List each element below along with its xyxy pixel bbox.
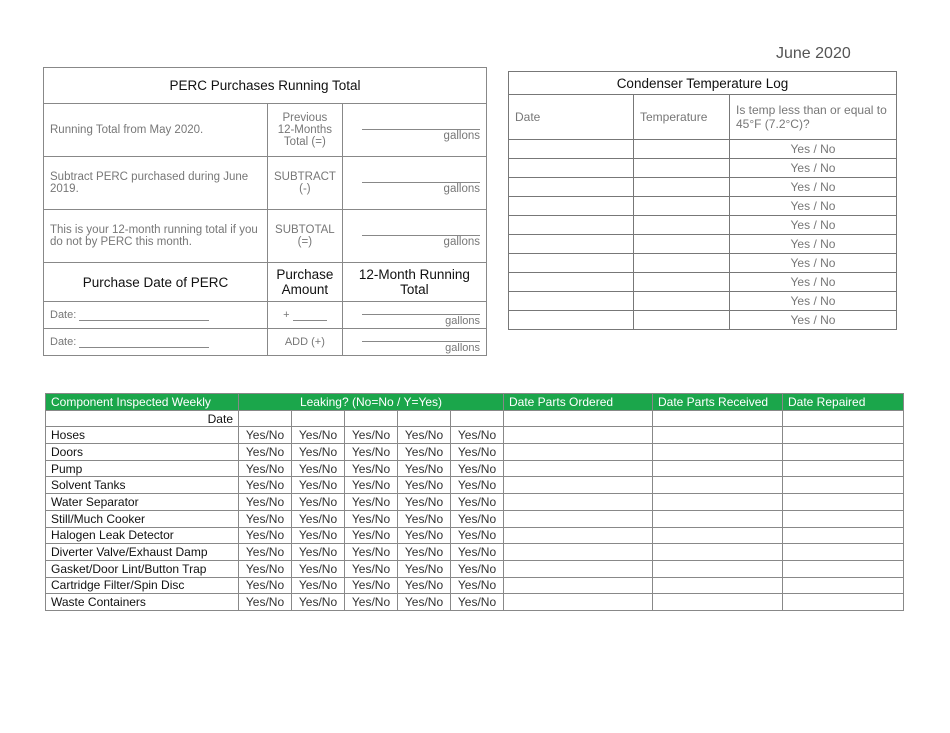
component-name: Diverter Valve/Exhaust Damp — [46, 544, 239, 561]
leaking-yes-no-cell[interactable]: Yes/No — [345, 510, 398, 527]
parts-ordered-cell[interactable] — [504, 460, 653, 477]
repaired-cell[interactable] — [783, 494, 904, 511]
parts-ordered-cell[interactable] — [504, 577, 653, 594]
parts-received-cell[interactable] — [653, 560, 783, 577]
repaired-cell[interactable] — [783, 477, 904, 494]
perc-row — [44, 104, 487, 157]
inspection-date-cell[interactable] — [345, 410, 398, 427]
component-row — [46, 560, 904, 577]
date-row-label: Date — [46, 410, 239, 427]
leaking-yes-no-cell[interactable]: Yes/No — [398, 510, 451, 527]
leaking-yes-no-cell[interactable]: Yes/No — [398, 477, 451, 494]
leaking-yes-no-cell[interactable]: Yes/No — [345, 460, 398, 477]
repaired-cell[interactable] — [783, 527, 904, 544]
date-cell[interactable] — [509, 235, 634, 254]
running-total-header: 12-Month Running Total — [342, 263, 486, 302]
parts-received-cell[interactable] — [653, 577, 783, 594]
leaking-yes-no-cell[interactable]: Yes/No — [398, 527, 451, 544]
leaking-yes-no-cell[interactable]: Yes/No — [451, 427, 504, 444]
temperature-cell[interactable] — [634, 197, 730, 216]
leaking-yes-no-cell[interactable]: Yes/No — [398, 460, 451, 477]
leaking-yes-no-cell[interactable]: Yes/No — [398, 494, 451, 511]
leaking-yes-no-cell[interactable]: Yes/No — [239, 594, 292, 611]
inspection-date-cell[interactable] — [292, 410, 345, 427]
leaking-yes-no-cell[interactable]: Yes/No — [239, 527, 292, 544]
parts-received-cell[interactable] — [653, 494, 783, 511]
repaired-cell[interactable] — [783, 594, 904, 611]
leaking-yes-no-cell[interactable]: Yes/No — [345, 477, 398, 494]
leaking-yes-no-cell[interactable]: Yes/No — [292, 477, 345, 494]
component-row — [46, 427, 904, 444]
perc-row — [44, 157, 487, 210]
repaired-column-header: Date Repaired — [783, 394, 904, 411]
leaking-yes-no-cell[interactable]: Yes/No — [239, 494, 292, 511]
gallons-field[interactable] — [342, 104, 486, 157]
gallons-field[interactable] — [342, 302, 486, 329]
date-cell[interactable] — [509, 292, 634, 311]
gallons-field[interactable] — [342, 210, 486, 263]
perc-row-label: Running Total from May 2020. — [44, 104, 268, 157]
leaking-yes-no-cell[interactable]: Yes/No — [239, 510, 292, 527]
leaking-yes-no-cell[interactable]: Yes/No — [292, 560, 345, 577]
temperature-cell[interactable] — [634, 140, 730, 159]
leaking-yes-no-cell[interactable]: Yes/No — [292, 494, 345, 511]
parts-ordered-column-header: Date Parts Ordered — [504, 394, 653, 411]
gallons-unit: gallons — [445, 315, 480, 327]
gallons-unit: gallons — [443, 130, 480, 142]
leaking-yes-no-cell[interactable]: Yes/No — [345, 577, 398, 594]
date-cell[interactable] — [509, 273, 634, 292]
component-row — [46, 577, 904, 594]
log-row — [509, 235, 897, 254]
component-row — [46, 494, 904, 511]
parts-ordered-cell[interactable] — [504, 410, 653, 427]
leaking-yes-no-cell[interactable]: Yes/No — [292, 544, 345, 561]
perc-row-operation: Previous 12-Months Total (=) — [267, 104, 342, 157]
parts-ordered-cell[interactable] — [504, 494, 653, 511]
temperature-cell[interactable] — [634, 254, 730, 273]
temperature-cell[interactable] — [634, 216, 730, 235]
leaking-yes-no-cell[interactable]: Yes/No — [451, 544, 504, 561]
leaking-yes-no-cell[interactable]: Yes/No — [451, 510, 504, 527]
operation-sign: ADD (+) — [284, 336, 325, 348]
component-row — [46, 594, 904, 611]
log-row — [509, 273, 897, 292]
threshold-column-header: Is temp less than or equal to 45°F (7.2°C)? — [730, 95, 897, 140]
component-row — [46, 544, 904, 561]
purchase-date-header: Purchase Date of PERC — [44, 263, 268, 302]
component-name: Halogen Leak Detector — [46, 527, 239, 544]
repaired-cell[interactable] — [783, 410, 904, 427]
leaking-yes-no-cell[interactable]: Yes/No — [239, 544, 292, 561]
leaking-yes-no-cell[interactable]: Yes/No — [451, 577, 504, 594]
leaking-yes-no-cell[interactable]: Yes/No — [292, 427, 345, 444]
leaking-yes-no-cell[interactable]: Yes/No — [292, 510, 345, 527]
repaired-cell[interactable] — [783, 510, 904, 527]
parts-received-column-header: Date Parts Received — [653, 394, 783, 411]
leaking-yes-no-cell[interactable]: Yes/No — [451, 560, 504, 577]
temperature-column-header: Temperature — [634, 95, 730, 140]
component-row — [46, 477, 904, 494]
leaking-column-header: Leaking? (No=No / Y=Yes) — [239, 394, 504, 411]
date-cell[interactable] — [509, 254, 634, 273]
inspection-date-cell[interactable] — [451, 410, 504, 427]
component-name: Hoses — [46, 427, 239, 444]
log-row — [509, 311, 897, 330]
component-name: Still/Much Cooker — [46, 510, 239, 527]
leaking-yes-no-cell[interactable]: Yes/No — [345, 427, 398, 444]
operation-sign: + — [283, 309, 290, 321]
parts-ordered-cell[interactable] — [504, 560, 653, 577]
purchase-date-field[interactable] — [44, 329, 268, 356]
date-label: Date: — [50, 336, 77, 348]
log-row — [509, 216, 897, 235]
parts-received-cell[interactable] — [653, 594, 783, 611]
purchase-entry-row — [44, 329, 487, 356]
leaking-yes-no-cell[interactable]: Yes/No — [451, 444, 504, 461]
parts-ordered-cell[interactable] — [504, 444, 653, 461]
purchase-amount-field[interactable] — [267, 302, 342, 329]
parts-received-cell[interactable] — [653, 444, 783, 461]
yes-no-cell[interactable]: Yes / No — [730, 235, 897, 254]
repaired-cell[interactable] — [783, 444, 904, 461]
leaking-yes-no-cell[interactable]: Yes/No — [345, 560, 398, 577]
leaking-yes-no-cell[interactable]: Yes/No — [451, 477, 504, 494]
parts-ordered-cell[interactable] — [504, 544, 653, 561]
yes-no-cell[interactable]: Yes / No — [730, 216, 897, 235]
leaking-yes-no-cell[interactable]: Yes/No — [398, 444, 451, 461]
parts-received-cell[interactable] — [653, 527, 783, 544]
purchase-date-field[interactable] — [44, 302, 268, 329]
component-row — [46, 510, 904, 527]
leaking-yes-no-cell[interactable]: Yes/No — [292, 460, 345, 477]
yes-no-cell[interactable]: Yes / No — [730, 159, 897, 178]
leaking-yes-no-cell[interactable]: Yes/No — [345, 544, 398, 561]
leaking-yes-no-cell[interactable]: Yes/No — [451, 460, 504, 477]
date-cell[interactable] — [509, 311, 634, 330]
inspection-date-cell[interactable] — [398, 410, 451, 427]
perc-running-total-table — [43, 67, 487, 356]
parts-received-cell[interactable] — [653, 410, 783, 427]
leaking-yes-no-cell[interactable]: Yes/No — [398, 427, 451, 444]
leaking-yes-no-cell[interactable]: Yes/No — [451, 527, 504, 544]
parts-received-cell[interactable] — [653, 477, 783, 494]
log-row — [509, 292, 897, 311]
repaired-cell[interactable] — [783, 427, 904, 444]
month-title: June 2020 — [776, 45, 851, 62]
leaking-yes-no-cell[interactable]: Yes/No — [292, 594, 345, 611]
leaking-yes-no-cell[interactable]: Yes/No — [239, 577, 292, 594]
log-row — [509, 254, 897, 273]
gallons-unit: gallons — [443, 183, 480, 195]
date-column-header: Date — [509, 95, 634, 140]
leaking-yes-no-cell[interactable]: Yes/No — [239, 560, 292, 577]
leaking-yes-no-cell[interactable]: Yes/No — [345, 444, 398, 461]
leaking-yes-no-cell[interactable]: Yes/No — [398, 594, 451, 611]
repaired-cell[interactable] — [783, 460, 904, 477]
perc-row-label: Subtract PERC purchased during June 2019. — [44, 157, 268, 210]
leaking-yes-no-cell[interactable]: Yes/No — [292, 444, 345, 461]
parts-received-cell[interactable] — [653, 510, 783, 527]
inspection-date-cell[interactable] — [239, 410, 292, 427]
component-name: Pump — [46, 460, 239, 477]
gallons-unit: gallons — [443, 236, 480, 248]
component-name: Gasket/Door Lint/Button Trap — [46, 560, 239, 577]
temperature-cell[interactable] — [634, 235, 730, 254]
component-name: Water Separator — [46, 494, 239, 511]
perc-row-label: This is your 12-month running total if you do not by PERC this month. — [44, 210, 268, 263]
leaking-yes-no-cell[interactable]: Yes/No — [398, 544, 451, 561]
parts-ordered-cell[interactable] — [504, 510, 653, 527]
leaking-yes-no-cell[interactable]: Yes/No — [239, 460, 292, 477]
leaking-yes-no-cell[interactable]: Yes/No — [345, 494, 398, 511]
leaking-yes-no-cell[interactable]: Yes/No — [345, 594, 398, 611]
component-name: Solvent Tanks — [46, 477, 239, 494]
log-row — [509, 197, 897, 216]
component-row — [46, 460, 904, 477]
repaired-cell[interactable] — [783, 544, 904, 561]
date-cell[interactable] — [509, 178, 634, 197]
component-name: Doors — [46, 444, 239, 461]
leaking-yes-no-cell[interactable]: Yes/No — [292, 527, 345, 544]
component-name: Waste Containers — [46, 594, 239, 611]
date-row — [46, 410, 904, 427]
date-cell[interactable] — [509, 197, 634, 216]
leaking-yes-no-cell[interactable]: Yes/No — [292, 577, 345, 594]
log-row — [509, 178, 897, 197]
parts-received-cell[interactable] — [653, 460, 783, 477]
parts-ordered-cell[interactable] — [504, 477, 653, 494]
perc-row-operation: SUBTRACT (-) — [267, 157, 342, 210]
component-name: Cartridge Filter/Spin Disc — [46, 577, 239, 594]
parts-ordered-cell[interactable] — [504, 527, 653, 544]
repaired-cell[interactable] — [783, 577, 904, 594]
leaking-yes-no-cell[interactable]: Yes/No — [398, 560, 451, 577]
leaking-yes-no-cell[interactable]: Yes/No — [451, 594, 504, 611]
yes-no-cell[interactable]: Yes / No — [730, 292, 897, 311]
gallons-unit: gallons — [445, 342, 480, 354]
temperature-cell[interactable] — [634, 311, 730, 330]
temperature-cell[interactable] — [634, 178, 730, 197]
date-cell[interactable] — [509, 216, 634, 235]
perc-row — [44, 210, 487, 263]
parts-received-cell[interactable] — [653, 427, 783, 444]
purchase-entry-row — [44, 302, 487, 329]
yes-no-cell[interactable]: Yes / No — [730, 254, 897, 273]
leaking-yes-no-cell[interactable]: Yes/No — [239, 477, 292, 494]
parts-received-cell[interactable] — [653, 544, 783, 561]
purchase-amount-field[interactable] — [267, 329, 342, 356]
date-label: Date: — [50, 309, 77, 321]
yes-no-cell[interactable]: Yes / No — [730, 178, 897, 197]
yes-no-cell[interactable]: Yes / No — [730, 273, 897, 292]
date-cell[interactable] — [509, 140, 634, 159]
log-row — [509, 140, 897, 159]
date-cell[interactable] — [509, 159, 634, 178]
repaired-cell[interactable] — [783, 560, 904, 577]
yes-no-cell[interactable]: Yes / No — [730, 140, 897, 159]
leaking-yes-no-cell[interactable]: Yes/No — [239, 427, 292, 444]
component-row — [46, 527, 904, 544]
gallons-field[interactable] — [342, 157, 486, 210]
component-column-header: Component Inspected Weekly — [46, 394, 239, 411]
parts-ordered-cell[interactable] — [504, 594, 653, 611]
component-inspection-table — [45, 393, 904, 611]
leaking-yes-no-cell[interactable]: Yes/No — [398, 577, 451, 594]
leaking-yes-no-cell[interactable]: Yes/No — [239, 444, 292, 461]
purchase-amount-header: Purchase Amount — [267, 263, 342, 302]
yes-no-cell[interactable]: Yes / No — [730, 311, 897, 330]
component-row — [46, 444, 904, 461]
condenser-temperature-log — [508, 71, 897, 330]
parts-ordered-cell[interactable] — [504, 427, 653, 444]
temperature-cell[interactable] — [634, 292, 730, 311]
perc-table-title: PERC Purchases Running Total — [44, 68, 487, 104]
leaking-yes-no-cell[interactable]: Yes/No — [451, 494, 504, 511]
temperature-cell[interactable] — [634, 273, 730, 292]
condenser-log-title: Condenser Temperature Log — [509, 72, 897, 95]
temperature-cell[interactable] — [634, 159, 730, 178]
gallons-field[interactable] — [342, 329, 486, 356]
yes-no-cell[interactable]: Yes / No — [730, 197, 897, 216]
perc-row-operation: SUBTOTAL (=) — [267, 210, 342, 263]
leaking-yes-no-cell[interactable]: Yes/No — [345, 527, 398, 544]
log-row — [509, 159, 897, 178]
